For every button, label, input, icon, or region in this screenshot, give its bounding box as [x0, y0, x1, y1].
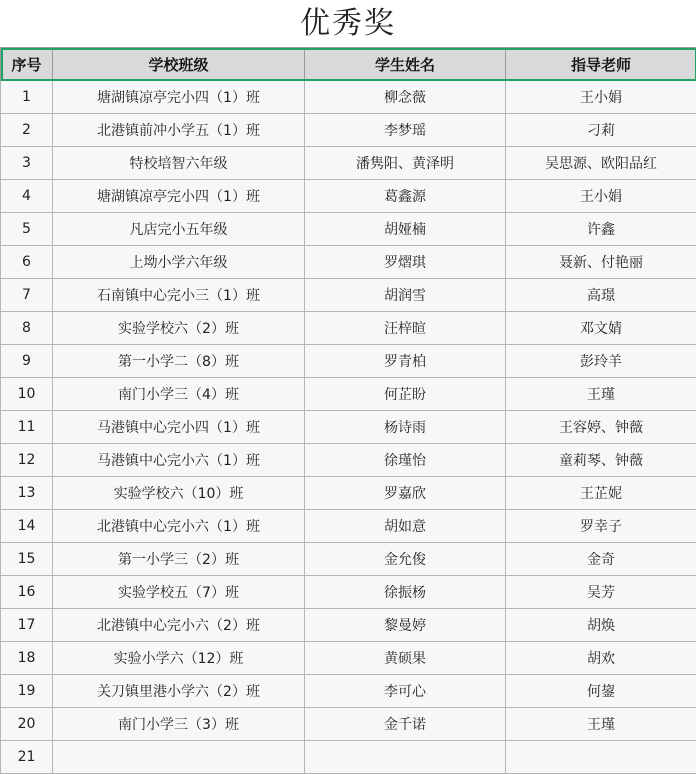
teacher-cell[interactable]: 王瑾 [506, 378, 696, 411]
index-cell[interactable]: 12 [1, 444, 53, 477]
teacher-cell[interactable]: 王芷妮 [506, 477, 696, 510]
student-cell[interactable]: 罗嘉欣 [305, 477, 506, 510]
teacher-cell[interactable]: 聂新、付艳丽 [506, 246, 696, 279]
student-cell[interactable]: 李梦瑶 [305, 114, 506, 147]
index-cell[interactable]: 21 [1, 741, 53, 774]
student-cell[interactable]: 何芷盼 [305, 378, 506, 411]
page-title: 优秀奖 [0, 0, 696, 47]
student-cell[interactable]: 徐瑾怡 [305, 444, 506, 477]
student-cell[interactable]: 胡娅楠 [305, 213, 506, 246]
table-row [1, 378, 696, 411]
table-row [1, 246, 696, 279]
student-cell[interactable]: 黄硕果 [305, 642, 506, 675]
index-cell[interactable]: 8 [1, 312, 53, 345]
student-cell[interactable]: 金允俊 [305, 543, 506, 576]
index-cell[interactable]: 18 [1, 642, 53, 675]
class-cell[interactable]: 北港镇中心完小六（2）班 [53, 609, 305, 642]
index-cell[interactable]: 19 [1, 675, 53, 708]
index-cell[interactable]: 11 [1, 411, 53, 444]
student-cell[interactable]: 杨诗雨 [305, 411, 506, 444]
class-cell[interactable]: 石南镇中心完小三（1）班 [53, 279, 305, 312]
table-row [1, 642, 696, 675]
teacher-cell[interactable]: 彭玲羊 [506, 345, 696, 378]
teacher-cell[interactable]: 罗幸子 [506, 510, 696, 543]
table-row [1, 708, 696, 741]
class-cell[interactable]: 马港镇中心完小六（1）班 [53, 444, 305, 477]
table-row [1, 444, 696, 477]
class-cell[interactable]: 北港镇中心完小六（1）班 [53, 510, 305, 543]
index-cell[interactable]: 3 [1, 147, 53, 180]
class-cell[interactable]: 塘湖镇凉亭完小四（1）班 [53, 180, 305, 213]
index-cell[interactable]: 9 [1, 345, 53, 378]
index-cell[interactable]: 17 [1, 609, 53, 642]
student-cell[interactable]: 潘隽阳、黄泽明 [305, 147, 506, 180]
class-cell[interactable]: 上坳小学六年级 [53, 246, 305, 279]
index-cell[interactable]: 13 [1, 477, 53, 510]
index-cell[interactable]: 15 [1, 543, 53, 576]
index-cell[interactable]: 16 [1, 576, 53, 609]
table-row [1, 213, 696, 246]
class-cell[interactable]: 塘湖镇凉亭完小四（1）班 [53, 81, 305, 114]
table-row [1, 81, 696, 114]
teacher-cell[interactable] [506, 741, 696, 774]
table-row [1, 345, 696, 378]
teacher-cell[interactable]: 童莉琴、钟薇 [506, 444, 696, 477]
class-cell[interactable]: 第一小学三（2）班 [53, 543, 305, 576]
teacher-cell[interactable]: 胡欢 [506, 642, 696, 675]
teacher-cell[interactable]: 王瑾 [506, 708, 696, 741]
index-cell[interactable]: 10 [1, 378, 53, 411]
class-cell[interactable]: 北港镇前冲小学五（1）班 [53, 114, 305, 147]
header-cell-teacher[interactable]: 指导老师 [506, 48, 696, 81]
table-row [1, 180, 696, 213]
teacher-cell[interactable]: 胡焕 [506, 609, 696, 642]
class-cell[interactable]: 第一小学二（8）班 [53, 345, 305, 378]
student-cell[interactable]: 徐振杨 [305, 576, 506, 609]
student-cell[interactable]: 柳念薇 [305, 81, 506, 114]
student-cell[interactable]: 汪梓暄 [305, 312, 506, 345]
teacher-cell[interactable]: 吴思源、欧阳品红 [506, 147, 696, 180]
table-row [1, 741, 696, 774]
header-cell-class[interactable]: 学校班级 [53, 48, 305, 81]
header-row [1, 48, 696, 81]
class-cell[interactable]: 凡店完小五年级 [53, 213, 305, 246]
table-row [1, 510, 696, 543]
header-cell-index[interactable]: 序号 [1, 48, 53, 81]
table-row [1, 543, 696, 576]
header-cell-student[interactable]: 学生姓名 [305, 48, 506, 81]
award-table [0, 47, 696, 774]
table-row [1, 675, 696, 708]
class-cell[interactable]: 实验小学六（12）班 [53, 642, 305, 675]
class-cell[interactable]: 南门小学三（3）班 [53, 708, 305, 741]
student-cell[interactable]: 胡润雪 [305, 279, 506, 312]
index-cell[interactable]: 5 [1, 213, 53, 246]
student-cell[interactable] [305, 741, 506, 774]
index-cell[interactable]: 6 [1, 246, 53, 279]
student-cell[interactable]: 罗熠琪 [305, 246, 506, 279]
teacher-cell[interactable]: 王小娟 [506, 81, 696, 114]
class-cell[interactable]: 特校培智六年级 [53, 147, 305, 180]
student-cell[interactable]: 胡如意 [305, 510, 506, 543]
index-cell[interactable]: 1 [1, 81, 53, 114]
index-cell[interactable]: 14 [1, 510, 53, 543]
class-cell[interactable]: 马港镇中心完小四（1）班 [53, 411, 305, 444]
table-row [1, 114, 696, 147]
class-cell[interactable]: 关刀镇里港小学六（2）班 [53, 675, 305, 708]
teacher-cell[interactable]: 王容婷、钟薇 [506, 411, 696, 444]
teacher-cell[interactable]: 许鑫 [506, 213, 696, 246]
teacher-cell[interactable]: 何鋆 [506, 675, 696, 708]
table-row [1, 477, 696, 510]
student-cell[interactable]: 黎曼婷 [305, 609, 506, 642]
table-row [1, 279, 696, 312]
index-cell[interactable]: 7 [1, 279, 53, 312]
table-row [1, 147, 696, 180]
table-row [1, 312, 696, 345]
teacher-cell[interactable]: 刁莉 [506, 114, 696, 147]
teacher-cell[interactable]: 吴芳 [506, 576, 696, 609]
class-cell[interactable]: 实验学校六（10）班 [53, 477, 305, 510]
index-cell[interactable]: 2 [1, 114, 53, 147]
class-cell[interactable]: 南门小学三（4）班 [53, 378, 305, 411]
teacher-cell[interactable]: 邓文婧 [506, 312, 696, 345]
table-row [1, 576, 696, 609]
teacher-cell[interactable]: 金奇 [506, 543, 696, 576]
student-cell[interactable]: 金千诺 [305, 708, 506, 741]
table-row [1, 609, 696, 642]
class-cell[interactable]: 实验学校五（7）班 [53, 576, 305, 609]
class-cell[interactable] [53, 741, 305, 774]
teacher-cell[interactable]: 王小娟 [506, 180, 696, 213]
teacher-cell[interactable]: 高璟 [506, 279, 696, 312]
index-cell[interactable]: 4 [1, 180, 53, 213]
student-cell[interactable]: 李可心 [305, 675, 506, 708]
student-cell[interactable]: 罗青柏 [305, 345, 506, 378]
student-cell[interactable]: 葛鑫源 [305, 180, 506, 213]
class-cell[interactable]: 实验学校六（2）班 [53, 312, 305, 345]
index-cell[interactable]: 20 [1, 708, 53, 741]
table-row [1, 411, 696, 444]
